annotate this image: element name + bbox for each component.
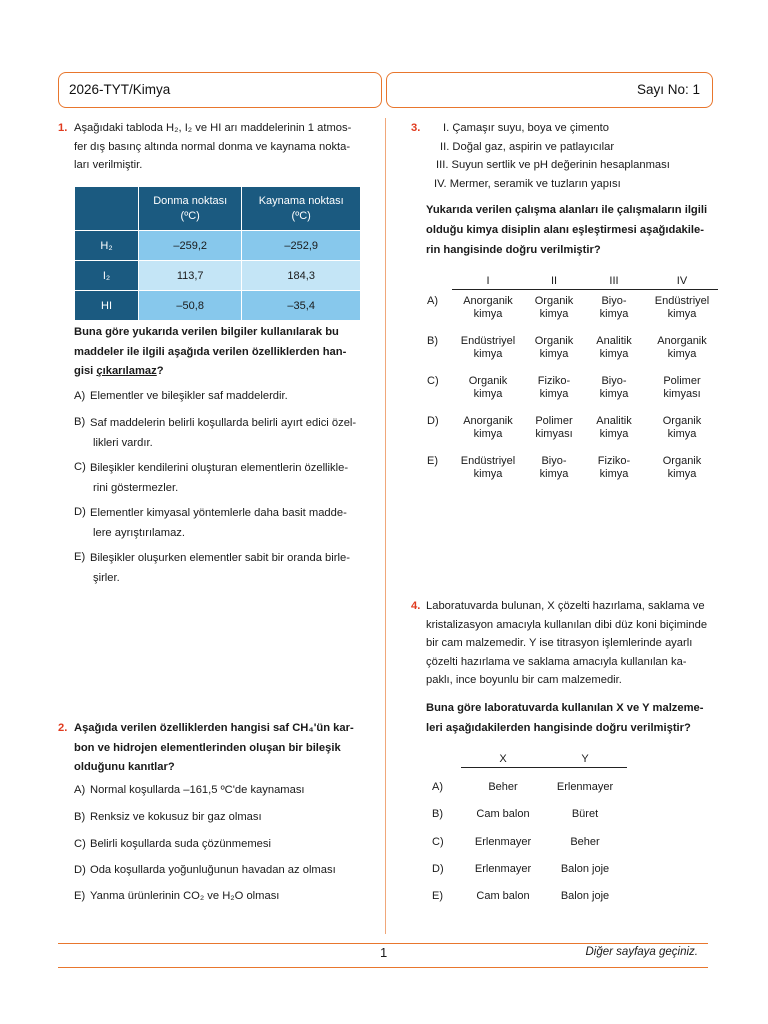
column-header: I — [486, 275, 490, 287]
table-cell: 184,3 — [242, 261, 361, 291]
statement-item: III. Suyun sertlik ve pH değerinin hesaplanması — [436, 159, 670, 171]
column-header: Kaynama noktası (ºC) — [242, 187, 361, 231]
column-divider — [385, 118, 386, 934]
page-number: 1 — [380, 945, 388, 960]
row-label: H₂ — [75, 231, 139, 261]
intro-line: ları verilmiştir. — [74, 159, 143, 171]
header-rule — [452, 289, 718, 290]
melting-boiling-table — [74, 186, 361, 321]
table-corner — [75, 187, 139, 231]
header-left-box — [58, 72, 382, 108]
next-page-note: Diğer sayfaya geçiniz. — [585, 946, 698, 958]
question-stem: Aşağıda verilen özelliklerden hangisi saf CH₄'ün kar- bon ve hidrojen elementlerinden oluşan bir bileşik olduğunu kanıtlar? — [74, 722, 354, 773]
column-header: Donma noktası (ºC) — [139, 187, 242, 231]
column-header: III — [609, 275, 619, 287]
table-cell: –252,9 — [242, 231, 361, 261]
question-stem: Buna göre yukarıda verilen bilgiler kullanılarak bu maddeler ile ilgili aşağıda verilen özelliklerden han- gisi çıkarılamaz? — [74, 326, 347, 377]
question-stem: Yukarıda verilen çalışma alanları ile çalışmaların ilgili olduğu kimya disiplin alanı eşleştirmesi aşağıdakile- rin hangisinde doğru verilmiştir? — [426, 204, 708, 256]
question-number: 1. — [58, 122, 68, 134]
question-intro: Laboratuvarda bulunan, X çözelti hazırlama, saklama ve kristalizasyon amacıyla kullanılan dibi düz koni biçiminde bir cam malzemedir. Y ise titrasyon işlemlerinde ayarlı çözelti hazırlama ve saklama amacıyla kullanılan ka- paklı, ince boyunlu bir cam malzemedir. — [426, 600, 708, 686]
footer-bottom-rule — [58, 967, 708, 968]
table-row — [75, 231, 361, 261]
column-header: II — [550, 275, 558, 287]
table-row — [75, 291, 361, 321]
statement-item: IV. Mermer, seramik ve tuzların yapısı — [434, 177, 621, 190]
header-rule — [461, 767, 627, 768]
table-cell: –259,2 — [139, 231, 242, 261]
exam-title: 2026-TYT/Kimya — [69, 82, 171, 97]
intro-line: fer dış basınç altında normal donma ve kaynama nokta- — [74, 140, 351, 153]
table-cell: –50,8 — [139, 291, 242, 321]
question-stem: Buna göre laboratuvarda kullanılan X ve Y malzeme- leri aşağıdakilerden hangisinde doğru verilmiştir? — [426, 702, 704, 734]
table-cell: –35,4 — [242, 291, 361, 321]
footer-top-rule — [58, 943, 708, 944]
question-intro — [74, 119, 366, 175]
row-label: HI — [75, 291, 139, 321]
question-number: 3. — [411, 122, 421, 134]
underlined-word: çıkarılamaz — [96, 365, 157, 377]
row-label: I₂ — [75, 261, 139, 291]
column-header: Y — [581, 753, 589, 765]
table-cell: 113,7 — [139, 261, 242, 291]
statement-item: II. Doğal gaz, aspirin ve patlayıcılar — [440, 140, 615, 153]
question-number: 4. — [411, 600, 421, 612]
issue-number: Sayı No: 1 — [636, 82, 700, 97]
statement-item: I. Çamaşır suyu, boya ve çimento — [443, 122, 610, 134]
intro-line: Aşağıdaki tabloda H₂, I₂ ve HI arı maddelerinin 1 atmos- — [74, 122, 352, 134]
column-header: X — [499, 753, 507, 765]
question-number: 2. — [58, 722, 68, 734]
header-right-box — [386, 72, 713, 108]
table-row — [75, 261, 361, 291]
column-header: IV — [676, 275, 688, 287]
statement-list — [432, 119, 670, 193]
